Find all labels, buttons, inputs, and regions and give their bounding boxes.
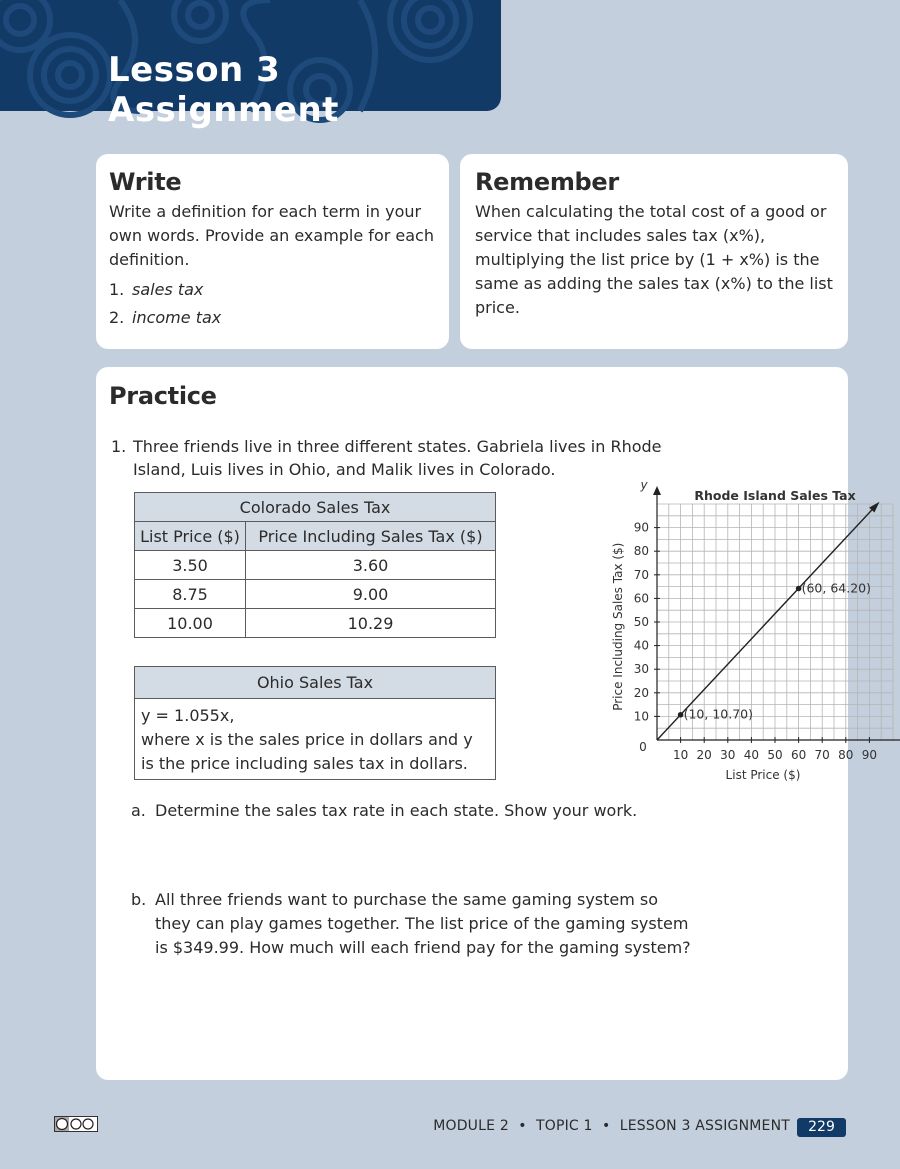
y-tick-label: 30 — [633, 662, 649, 677]
data-point — [678, 712, 684, 718]
list-price-cell: 8.75 — [135, 580, 246, 609]
ohio-equation: y = 1.055x, — [141, 706, 235, 725]
write-title: Write — [109, 168, 182, 196]
y-variable-label: y — [640, 478, 648, 492]
remember-text: When calculating the total cost of a good or service that includes sales tax (x%), multiplying the list price by (1 + x%) is the same as adding the sales tax (x%) to the list price. — [475, 202, 833, 317]
ohio-description: where x is the sales price in dollars and y is the price including sales tax in dollars. — [141, 730, 473, 773]
question-b — [131, 888, 691, 960]
table-row — [135, 580, 496, 609]
practice-card — [96, 367, 878, 1080]
remember-card — [460, 154, 848, 349]
ohio-sales-tax-box — [134, 666, 496, 780]
y-tick-label: 50 — [633, 615, 649, 629]
write-instructions: Write a definition for each term in your own words. Provide an example for each definition. — [109, 202, 434, 269]
x-tick-label: 20 — [696, 748, 712, 762]
y-tick-label: 20 — [633, 685, 649, 700]
rhode-island-graph — [514, 478, 878, 786]
table-row — [135, 609, 496, 638]
x-tick-label: 50 — [767, 748, 783, 762]
y-tick-label: 60 — [633, 591, 649, 606]
page-title: Lesson 3 Assignment — [108, 50, 339, 130]
y-tick-label: 90 — [633, 520, 649, 535]
y-axis-arrow — [653, 486, 661, 495]
x-axis-label: List Price ($) — [725, 768, 801, 782]
question-a — [131, 799, 691, 823]
problem-text: Three friends live in three different states. Gabriela lives in Rhode Island, Luis lives in Ohio, and Malik lives in Colorado. — [133, 437, 662, 479]
ohio-box-title: Ohio Sales Tax — [135, 667, 495, 699]
total-price-cell: 3.60 — [246, 551, 496, 580]
colorado-table-title: Colorado Sales Tax — [135, 493, 496, 522]
data-point — [796, 586, 802, 592]
creative-commons-license-icon — [54, 1116, 98, 1132]
problem-number: 1. — [111, 437, 127, 456]
term-number: 1. — [109, 280, 125, 299]
question-letter: a. — [131, 801, 146, 820]
question-letter: b. — [131, 890, 147, 909]
data-point-label: (10, 10.70) — [683, 706, 754, 722]
term-item — [109, 304, 437, 332]
y-tick-label: 40 — [633, 638, 649, 653]
x-tick-label: 80 — [838, 748, 854, 762]
footer-breadcrumb: MODULE 2 • TOPIC 1 • LESSON 3 ASSIGNMENT — [433, 1118, 790, 1134]
question-text: Determine the sales tax rate in each state. Show your work. — [155, 801, 638, 820]
page-number-badge: 229 — [797, 1118, 846, 1137]
practice-title: Practice — [109, 382, 217, 410]
x-tick-label: 40 — [743, 748, 760, 762]
table-row — [135, 551, 496, 580]
write-card — [96, 154, 449, 349]
total-price-cell: 9.00 — [246, 580, 496, 609]
x-tick-label: 30 — [720, 748, 736, 762]
colorado-sales-tax-table — [134, 492, 496, 638]
ohio-box-body — [135, 699, 495, 781]
terms-list — [109, 276, 437, 332]
list-price-cell: 3.50 — [135, 551, 246, 580]
y-tick-label: 70 — [633, 567, 649, 582]
total-price-cell: 10.29 — [246, 609, 496, 638]
term-text: sales tax — [132, 280, 204, 299]
problem-1 — [111, 435, 671, 481]
y-tick-label: 80 — [633, 544, 649, 559]
lesson-banner — [0, 0, 501, 130]
y-tick-label: 10 — [633, 709, 649, 724]
term-number: 2. — [109, 308, 125, 327]
column-header-list-price: List Price ($) — [135, 522, 246, 551]
y-axis-label: Price Including Sales Tax ($) — [611, 542, 625, 711]
x-tick-label: 70 — [814, 748, 830, 762]
term-item — [109, 276, 437, 304]
list-price-cell: 10.00 — [135, 609, 246, 638]
question-text: All three friends want to purchase the same gaming system so they can play games together. The list price of the gaming system is $349.99. How much will each friend pay for the gaming system? — [155, 890, 691, 957]
x-tick-label: 90 — [861, 748, 878, 762]
data-point-label: (60, 64.20) — [801, 580, 872, 596]
x-tick-label: 10 — [672, 748, 689, 762]
origin-label: 0 — [639, 740, 647, 754]
term-text: income tax — [132, 308, 222, 327]
remember-title: Remember — [475, 168, 619, 196]
x-tick-label: 60 — [790, 748, 807, 762]
chart-title: Rhode Island Sales Tax — [694, 488, 856, 503]
column-header-total-price: Price Including Sales Tax ($) — [246, 522, 496, 551]
